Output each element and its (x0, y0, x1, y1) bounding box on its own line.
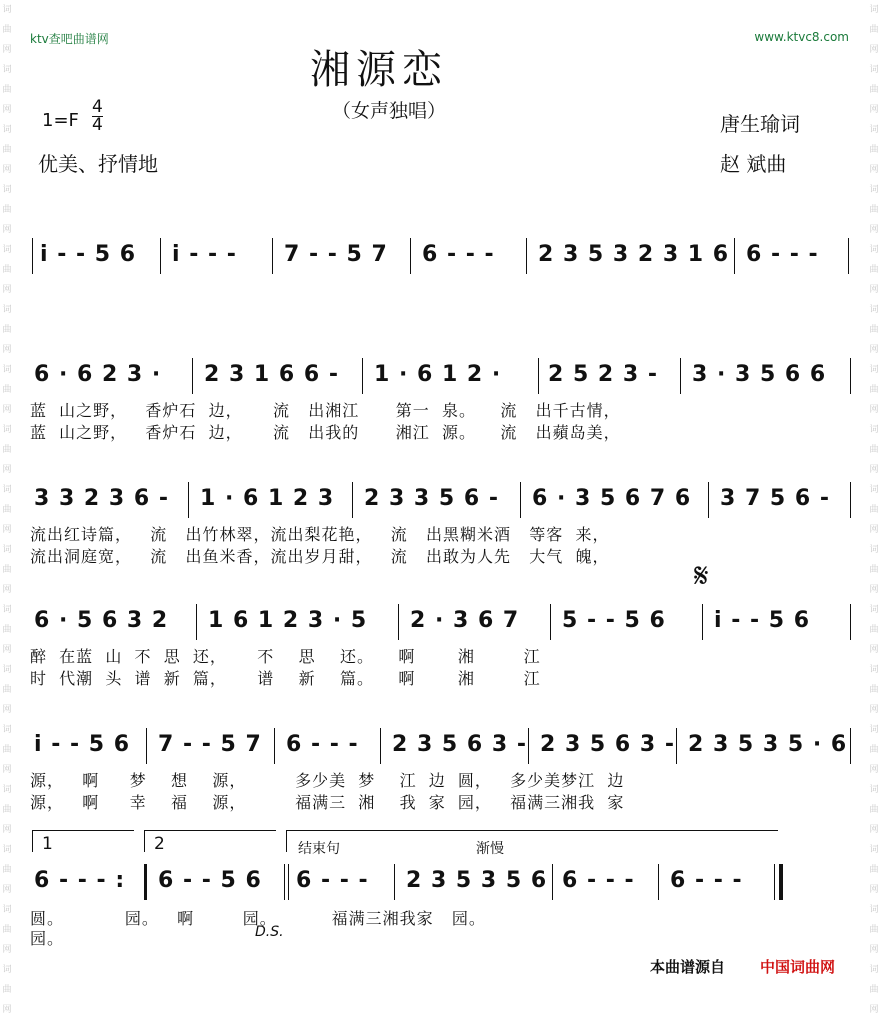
song-title: 湘源恋 (310, 47, 448, 93)
watermark-glyph: 词 (869, 245, 879, 255)
measure: 7 - - 5 7 (284, 242, 388, 267)
watermark-glyph: 曲 (2, 985, 12, 995)
watermark-glyph: 曲 (2, 25, 12, 35)
watermark-glyph: 词 (2, 785, 12, 795)
lyric-verse-1: 蓝 山之野， 香炉石 边， 流 出湘江 第一 泉。 流 出千古情， (30, 401, 621, 420)
watermark-glyph: 网 (2, 945, 12, 955)
lyric-verse-2: 园。 (30, 929, 65, 948)
watermark-glyph: 曲 (2, 265, 12, 275)
watermark-glyph: 曲 (869, 805, 879, 815)
watermark-glyph: 词 (869, 845, 879, 855)
score-row-3 (32, 482, 852, 524)
watermark-glyph: 曲 (2, 505, 12, 515)
watermark-glyph: 网 (869, 885, 879, 895)
footer-site-link[interactable]: 中国词曲网 (760, 958, 836, 976)
measure: 7 - - 5 7 (158, 732, 262, 757)
watermark-glyph: 曲 (2, 205, 12, 215)
time-signature-top: 4 (92, 97, 103, 117)
measure: 1 6 1 2 3 · 5 (208, 608, 368, 633)
watermark-glyph: 词 (2, 665, 12, 675)
measure: i - - 5 6 (714, 608, 811, 633)
measure: 2 3 3 5 6 - (364, 486, 499, 511)
measure: 1 · 6 1 2 · (374, 362, 502, 387)
watermark-glyph: 网 (2, 405, 12, 415)
watermark-glyph: 词 (2, 245, 12, 255)
watermark-glyph: 网 (2, 585, 12, 595)
source-site-right[interactable]: www.ktvc8.com (754, 30, 849, 44)
second-ending-label: 2 (154, 834, 165, 854)
score-row-5 (32, 728, 852, 770)
expression-marking: 优美、抒情地 (38, 152, 158, 176)
coda-bracket (286, 830, 778, 831)
measure: 6 - - - (746, 242, 819, 267)
watermark-glyph: 曲 (2, 805, 12, 815)
watermark-glyph: 网 (869, 765, 879, 775)
lyric-verse-2: 流出洞庭宽， 流 出鱼米香，流出岁月甜， 流 出敢为人先 大气 魄， (30, 547, 610, 566)
footer-source-label: 本曲谱源自 (650, 958, 726, 976)
watermark-glyph: 词 (869, 905, 879, 915)
measure: 3 7 5 6 - (720, 486, 830, 511)
measure: 2 5 2 3 - (548, 362, 658, 387)
coda-label: 结束句 (298, 841, 340, 857)
watermark-glyph: 词 (869, 185, 879, 195)
watermark-glyph: 曲 (2, 745, 12, 755)
watermark-glyph: 词 (2, 305, 12, 315)
watermark-glyph: 曲 (2, 145, 12, 155)
watermark-glyph: 曲 (2, 445, 12, 455)
score-row-1 (32, 238, 852, 280)
watermark-glyph: 网 (869, 105, 879, 115)
watermark-glyph: 网 (869, 345, 879, 355)
song-subtitle: （女声独唱） (332, 100, 447, 122)
watermark-glyph: 曲 (869, 685, 879, 695)
watermark-glyph: 曲 (869, 85, 879, 95)
watermark-glyph: 网 (869, 1005, 879, 1015)
measure: 2 3 5 6 3 - (392, 732, 527, 757)
watermark-glyph: 词 (869, 65, 879, 75)
lyric-verse-1: 圆。 园。 啊 园。 福满三湘我家 园。 (30, 909, 486, 928)
watermark-glyph: 网 (869, 585, 879, 595)
watermark-glyph: 词 (2, 725, 12, 735)
watermark-glyph: 词 (869, 365, 879, 375)
watermark-glyph: 网 (2, 525, 12, 535)
measure: 2 3 5 6 3 - (540, 732, 675, 757)
watermark-glyph: 网 (2, 645, 12, 655)
lyric-verse-2: 源， 啊 幸 福 源， 福满三 湘 我 家 园， 福满三湘我 家 (30, 793, 625, 812)
watermark-glyph: 网 (2, 825, 12, 835)
measure: 6 - - - : (34, 868, 126, 893)
measure: 6 - - - (296, 868, 369, 893)
watermark-glyph: 网 (869, 285, 879, 295)
watermark-glyph: 曲 (2, 325, 12, 335)
composer-credit: 赵 斌曲 (720, 152, 787, 176)
watermark-glyph: 曲 (869, 985, 879, 995)
watermark-glyph: 曲 (869, 145, 879, 155)
lyricist-credit: 唐生瑜词 (720, 112, 800, 136)
watermark-glyph: 曲 (2, 625, 12, 635)
watermark-glyph: 网 (869, 405, 879, 415)
measure: 5 - - 5 6 (562, 608, 666, 633)
watermark-glyph: 网 (2, 465, 12, 475)
watermark-glyph: 曲 (2, 385, 12, 395)
measure: 3 3 2 3 6 - (34, 486, 169, 511)
measure: i - - - (172, 242, 237, 267)
measure: 2 3 5 3 2 3 1 6 (538, 242, 730, 267)
first-ending-bracket (32, 830, 134, 831)
measure: i - - 5 6 (40, 242, 137, 267)
measure: 6 · 5 6 3 2 (34, 608, 169, 633)
measure: 6 · 6 2 3 · (34, 362, 162, 387)
watermark-glyph: 词 (869, 965, 879, 975)
ritardando-label: 渐慢 (476, 841, 504, 857)
watermark-glyph: 曲 (2, 685, 12, 695)
measure: 2 3 5 3 5 · 6 (688, 732, 848, 757)
watermark-glyph: 曲 (869, 205, 879, 215)
first-ending-label: 1 (42, 834, 53, 854)
watermark-glyph: 词 (869, 485, 879, 495)
watermark-glyph: 网 (2, 105, 12, 115)
watermark-glyph: 词 (869, 425, 879, 435)
measure: 6 - - - (562, 868, 635, 893)
watermark-glyph: 词 (2, 125, 12, 135)
measure: 6 - - 5 6 (158, 868, 262, 893)
lyric-verse-1: 流出红诗篇， 流 出竹林翠，流出梨花艳， 流 出黑糊米酒 等客 来， (30, 525, 610, 544)
watermark-glyph: 词 (2, 545, 12, 555)
watermark-glyph: 词 (869, 545, 879, 555)
measure: i - - 5 6 (34, 732, 131, 757)
dal-segno-mark: D.S. (255, 924, 284, 940)
lyric-verse-1: 源， 啊 梦 想 源， 多少美 梦 江 边 圆， 多少美梦江 边 (30, 771, 625, 790)
watermark-glyph: 词 (869, 725, 879, 735)
watermark-glyph: 曲 (869, 505, 879, 515)
segno-sign: 𝄋 (694, 556, 709, 596)
watermark-glyph: 曲 (869, 625, 879, 635)
measure: 6 - - - (422, 242, 495, 267)
watermark-glyph: 曲 (869, 565, 879, 575)
watermark-glyph: 网 (869, 165, 879, 175)
watermark-glyph: 网 (869, 945, 879, 955)
measure: 2 · 3 6 7 (410, 608, 520, 633)
side-watermark-left (0, 0, 14, 1015)
side-watermark-right (867, 0, 881, 1015)
watermark-glyph: 曲 (869, 385, 879, 395)
measure: 2 3 5 3 5 6 (406, 868, 548, 893)
watermark-glyph: 词 (2, 425, 12, 435)
watermark-glyph: 网 (869, 525, 879, 535)
watermark-glyph: 曲 (869, 325, 879, 335)
watermark-glyph: 词 (2, 65, 12, 75)
watermark-glyph: 词 (2, 605, 12, 615)
watermark-glyph: 曲 (869, 925, 879, 935)
watermark-glyph: 词 (869, 605, 879, 615)
lyric-verse-2: 蓝 山之野， 香炉石 边， 流 出我的 湘江 源。 流 出蘋岛美， (30, 423, 621, 442)
watermark-glyph: 网 (2, 285, 12, 295)
measure: 6 - - - (670, 868, 743, 893)
watermark-glyph: 词 (869, 665, 879, 675)
watermark-glyph: 曲 (869, 865, 879, 875)
lyric-verse-1: 醉 在蓝 山 不 思 还， 不 思 还。 啊 湘 江 (30, 647, 541, 666)
watermark-glyph: 词 (2, 845, 12, 855)
score-row-2 (32, 358, 852, 400)
watermark-glyph: 网 (2, 885, 12, 895)
measure: 1 · 6 1 2 3 (200, 486, 335, 511)
score-row-6 (32, 864, 852, 906)
measure: 6 · 3 5 6 7 6 (532, 486, 692, 511)
source-site-left[interactable]: ktv查吧曲谱网 (30, 32, 109, 46)
watermark-glyph: 网 (869, 225, 879, 235)
watermark-glyph: 曲 (869, 445, 879, 455)
watermark-glyph: 词 (869, 305, 879, 315)
watermark-glyph: 词 (2, 5, 12, 15)
watermark-glyph: 网 (2, 45, 12, 55)
watermark-glyph: 网 (2, 225, 12, 235)
watermark-glyph: 词 (2, 365, 12, 375)
watermark-glyph: 词 (869, 125, 879, 135)
watermark-glyph: 网 (869, 705, 879, 715)
watermark-glyph: 词 (2, 485, 12, 495)
watermark-glyph: 网 (2, 165, 12, 175)
watermark-glyph: 曲 (2, 85, 12, 95)
watermark-glyph: 曲 (2, 865, 12, 875)
time-signature (92, 99, 103, 134)
watermark-glyph: 网 (2, 765, 12, 775)
watermark-glyph: 曲 (869, 25, 879, 35)
watermark-glyph: 曲 (2, 565, 12, 575)
watermark-glyph: 网 (2, 705, 12, 715)
watermark-glyph: 网 (869, 45, 879, 55)
watermark-glyph: 词 (869, 785, 879, 795)
key-signature: 1=F (42, 110, 79, 131)
watermark-glyph: 曲 (869, 745, 879, 755)
measure: 3 · 3 5 6 6 (692, 362, 827, 387)
time-signature-bottom: 4 (92, 115, 103, 135)
watermark-glyph: 网 (2, 345, 12, 355)
second-ending-bracket (144, 830, 276, 831)
watermark-glyph: 曲 (869, 265, 879, 275)
watermark-glyph: 曲 (2, 925, 12, 935)
watermark-glyph: 网 (869, 645, 879, 655)
watermark-glyph: 词 (2, 905, 12, 915)
lyric-verse-2: 时 代潮 头 谱 新 篇， 谱 新 篇。 啊 湘 江 (30, 669, 541, 688)
watermark-glyph: 网 (869, 465, 879, 475)
measure: 6 - - - (286, 732, 359, 757)
watermark-glyph: 网 (869, 825, 879, 835)
watermark-glyph: 网 (2, 1005, 12, 1015)
watermark-glyph: 词 (869, 5, 879, 15)
measure: 2 3 1 6 6 - (204, 362, 339, 387)
watermark-glyph: 词 (2, 965, 12, 975)
score-row-4 (32, 604, 852, 646)
watermark-glyph: 词 (2, 185, 12, 195)
